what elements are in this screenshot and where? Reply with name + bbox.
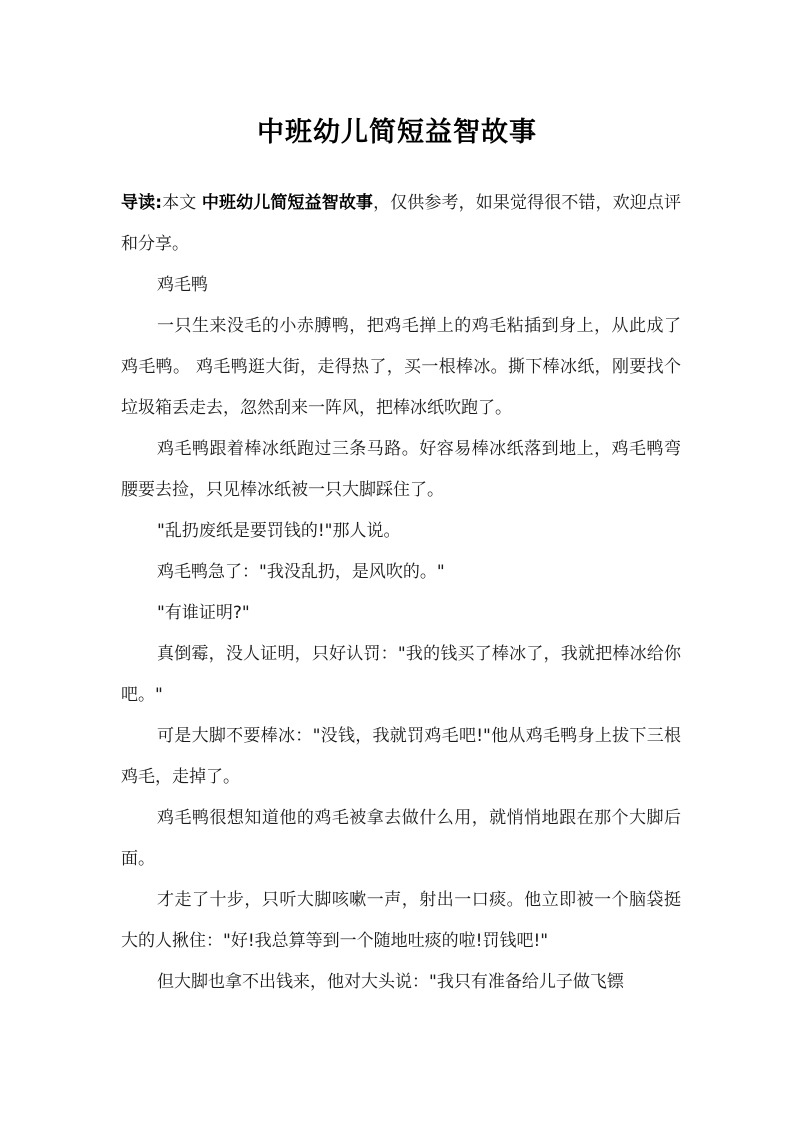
story-paragraph: "乱扔废纸是要罚钱的!"那人说。: [157, 521, 401, 541]
story-paragraph: 真倒霉，没人证明，只好认罚："我的钱买了棒冰了，我就把棒冰给你吧。": [121, 644, 681, 705]
story-paragraph: 但大脚也拿不出钱来，他对大头说："我只有准备给儿子做飞镖: [157, 972, 624, 992]
story-paragraph: 鸡毛鸭急了："我没乱扔，是风吹的。": [157, 562, 445, 582]
document-title: 中班幼儿简短益智故事: [257, 117, 537, 148]
document-body: [121, 183, 681, 1003]
story-paragraph: 鸡毛鸭跟着棒冰纸跑过三条马路。好容易棒冰纸落到地上，鸡毛鸭弯腰要去捡，只见棒冰纸被一只大脚踩住了。: [121, 439, 681, 500]
intro-paragraph: [121, 183, 681, 265]
story-paragraph: 可是大脚不要棒冰："没钱，我就罚鸡毛吧!"他从鸡毛鸭身上拔下三根鸡毛，走掉了。: [121, 726, 681, 787]
intro-suffix: ，仅供参考，如果觉得很不错，欢迎点评和分享。: [121, 193, 682, 254]
intro-bold-title: 中班幼儿简短益智故事: [201, 193, 374, 213]
story-paragraph: "有谁证明?": [157, 603, 250, 623]
story-paragraph: 一只生来没毛的小赤膊鸭，把鸡毛掸上的鸡毛粘插到身上，从此成了鸡毛鸭。 鸡毛鸭逛大街，走得热了，买一根棒冰。撕下棒冰纸，刚要找个垃圾箱丢走去，忽然刮来一阵风，把棒冰纸吹跑了。: [121, 316, 681, 418]
story-paragraph: 才走了十步，只听大脚咳嗽一声，射出一口痰。他立即被一个脑袋挺大的人揪住："好!我总算等到一个随地吐痰的啦!罚钱吧!": [121, 890, 681, 951]
story-paragraph: 鸡毛鸭很想知道他的鸡毛被拿去做什么用，就悄悄地跟在那个大脚后面。: [121, 808, 681, 869]
story-subtitle: 鸡毛鸭: [157, 275, 208, 295]
intro-prefix: 本文: [162, 193, 202, 213]
intro-label: 导读:: [121, 193, 163, 213]
